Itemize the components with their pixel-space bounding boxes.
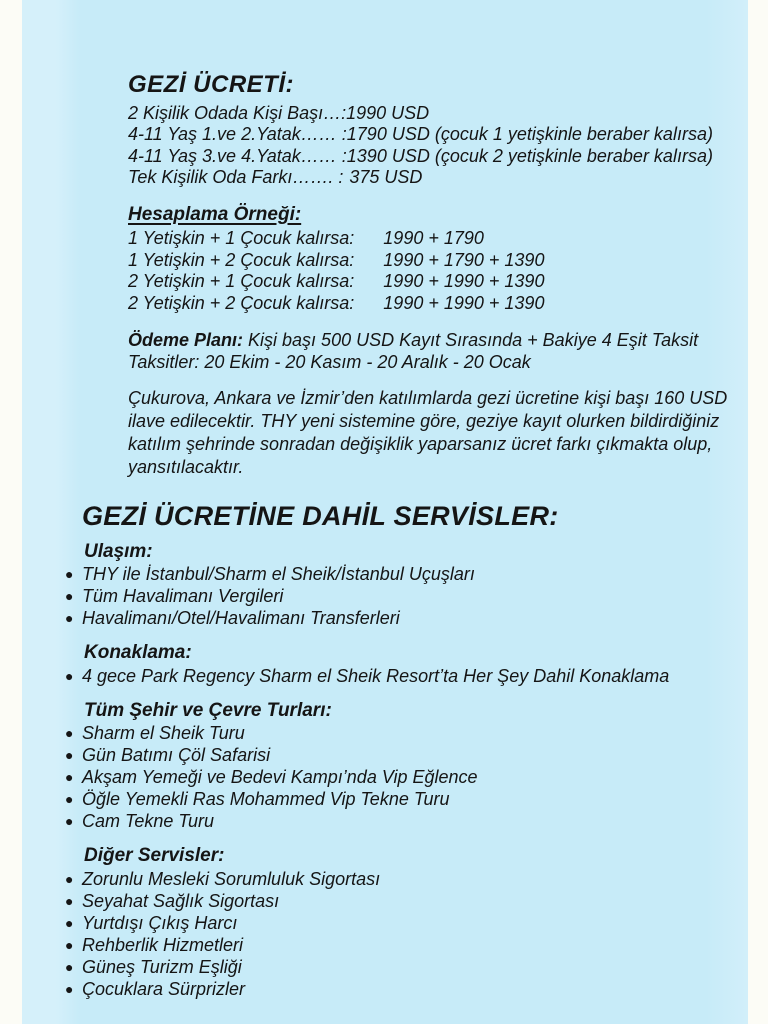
list-item <box>82 956 728 978</box>
group-title-diger: Diğer Servisler: <box>84 845 225 866</box>
calc-colon: : <box>349 228 355 248</box>
bullet-icon <box>65 722 73 744</box>
payment-text: Kişi başı 500 USD Kayıt Sırasında + Bakiye 4 Eşit Taksit <box>243 330 699 350</box>
list-item <box>82 766 728 788</box>
bullet-icon <box>65 890 73 912</box>
group-title-konaklama: Konaklama: <box>84 642 192 663</box>
list-item <box>82 607 728 629</box>
calc-row <box>128 293 728 315</box>
list-item-label: 4 gece Park Regency Sharm el Sheik Resort’ta Her Şey Dahil Konaklama <box>82 665 670 686</box>
calc-row <box>128 228 728 250</box>
price-label: Tek Kişilik Oda Farkı……. : <box>128 167 344 187</box>
services-title: GEZİ ÜCRETİNE DAHİL SERVİSLER: <box>82 501 559 531</box>
list-item-label: Çocuklara Sürprizler <box>82 978 246 999</box>
list-item-label: Seyahat Sağlık Sigortası <box>82 890 280 911</box>
calc-label: 2 Yetişkin + 1 Çocuk kalırsa <box>128 271 350 291</box>
calc-colon: : <box>349 292 355 313</box>
calc-label: 1 Yetişkin + 1 Çocuk kalırsa <box>128 228 350 248</box>
price-value: 1790 USD (çocuk 1 yetişkinle beraber kalırsa) <box>346 124 713 144</box>
calc-value: 1990 + 1990 + 1390 <box>383 292 545 313</box>
pricing-title: GEZİ ÜCRETİ: <box>128 71 294 98</box>
list-item <box>82 744 728 766</box>
note-line: yansıtılacaktır. <box>128 457 244 477</box>
services-section <box>0 501 768 1000</box>
price-value: 1390 USD (çocuk 2 yetişkinle beraber kalırsa) <box>346 145 713 166</box>
bullet-icon <box>65 868 73 890</box>
calc-value: 1990 + 1790 <box>383 228 484 248</box>
bullet-icon <box>65 744 73 766</box>
bullet-icon <box>65 585 73 607</box>
payment-line2: Taksitler: 20 Ekim - 20 Kasım - 20 Aralık - 20 Ocak <box>128 351 531 372</box>
bullet-icon <box>65 810 73 832</box>
list-item-label: Yurtdışı Çıkış Harcı <box>82 912 238 933</box>
bullet-icon <box>65 956 73 978</box>
price-row <box>128 103 728 125</box>
list-item <box>82 563 728 585</box>
bullet-icon <box>65 912 73 934</box>
list-item <box>82 890 728 912</box>
note-line: ilave edilecektir. THY yeni sistemine göre, geziye kayıt olurken bildirdiğiniz <box>128 411 720 431</box>
price-label: 2 Kişilik Odada Kişi Başı…: <box>128 102 347 123</box>
price-label: 4-11 Yaş 3.ve 4.Yatak…… : <box>128 145 347 166</box>
list-item-label: Sharm el Sheik Turu <box>82 723 245 743</box>
calc-row <box>128 250 728 272</box>
payment-lead: Ödeme Planı: <box>128 330 244 350</box>
price-row <box>128 146 728 168</box>
calc-label: 1 Yetişkin + 2 Çocuk kalırsa <box>128 249 350 270</box>
list-item <box>82 912 728 934</box>
list-item-label: Havalimanı/Otel/Havalimanı Transferleri <box>82 608 400 628</box>
bullet-icon <box>65 934 73 956</box>
list-item-label: THY ile İstanbul/Sharm el Sheik/İstanbul Uçuşları <box>82 564 475 584</box>
calc-label: 2 Yetişkin + 2 Çocuk kalırsa <box>128 292 350 313</box>
calc-colon: : <box>349 249 355 270</box>
bullet-icon <box>65 978 73 1000</box>
price-value: 375 USD <box>349 167 423 187</box>
list-item-label: Güneş Turizm Eşliği <box>82 956 242 977</box>
payment-plan <box>128 330 728 373</box>
list-item-label: Tüm Havalimanı Vergileri <box>82 586 284 606</box>
calc-row <box>128 271 728 293</box>
list-item-label: Rehberlik Hizmetleri <box>82 934 244 955</box>
calculation-title: Hesaplama Örneği: <box>128 203 302 225</box>
list-item <box>82 978 728 1000</box>
group-title-ulasim: Ulaşım: <box>84 540 153 562</box>
bullet-icon <box>65 788 73 810</box>
bullet-icon <box>65 607 73 629</box>
bullet-icon <box>65 563 73 585</box>
price-row <box>128 124 728 146</box>
list-item <box>82 810 728 832</box>
note-paragraph <box>128 387 728 479</box>
calc-value: 1990 + 1990 + 1390 <box>383 271 545 291</box>
list-item <box>82 934 728 956</box>
list-item <box>82 722 728 744</box>
list-item <box>82 585 728 607</box>
price-row <box>128 167 728 189</box>
list-item-label: Zorunlu Mesleki Sorumluluk Sigortası <box>82 868 381 889</box>
list-item-label: Cam Tekne Turu <box>82 811 215 831</box>
price-label: 4-11 Yaş 1.ve 2.Yatak…… : <box>128 124 347 144</box>
bullet-icon <box>65 665 73 687</box>
note-line: katılım şehrinde sonradan değişiklik yaparsanız ücret farkı çıkmakta olup, <box>128 434 713 454</box>
payment-line1 <box>128 330 728 352</box>
list-item <box>82 868 728 890</box>
list-item-label: Akşam Yemeği ve Bedevi Kampı’nda Vip Eğlence <box>82 767 478 787</box>
group-title-turlar: Tüm Şehir ve Çevre Turları: <box>84 699 332 721</box>
note-line: Çukurova, Ankara ve İzmir’den katılımlarda gezi ücretine kişi başı 160 USD <box>128 388 728 408</box>
price-value: 1990 USD <box>346 102 430 123</box>
list-item-label: Gün Batımı Çöl Safarisi <box>82 745 271 765</box>
list-item <box>82 665 728 687</box>
list-item-label: Öğle Yemekli Ras Mohammed Vip Tekne Turu <box>82 789 450 809</box>
calc-colon: : <box>349 271 355 291</box>
bullet-icon <box>65 766 73 788</box>
list-item <box>82 788 728 810</box>
calc-value: 1990 + 1790 + 1390 <box>383 249 545 270</box>
pricing-section <box>0 71 768 479</box>
